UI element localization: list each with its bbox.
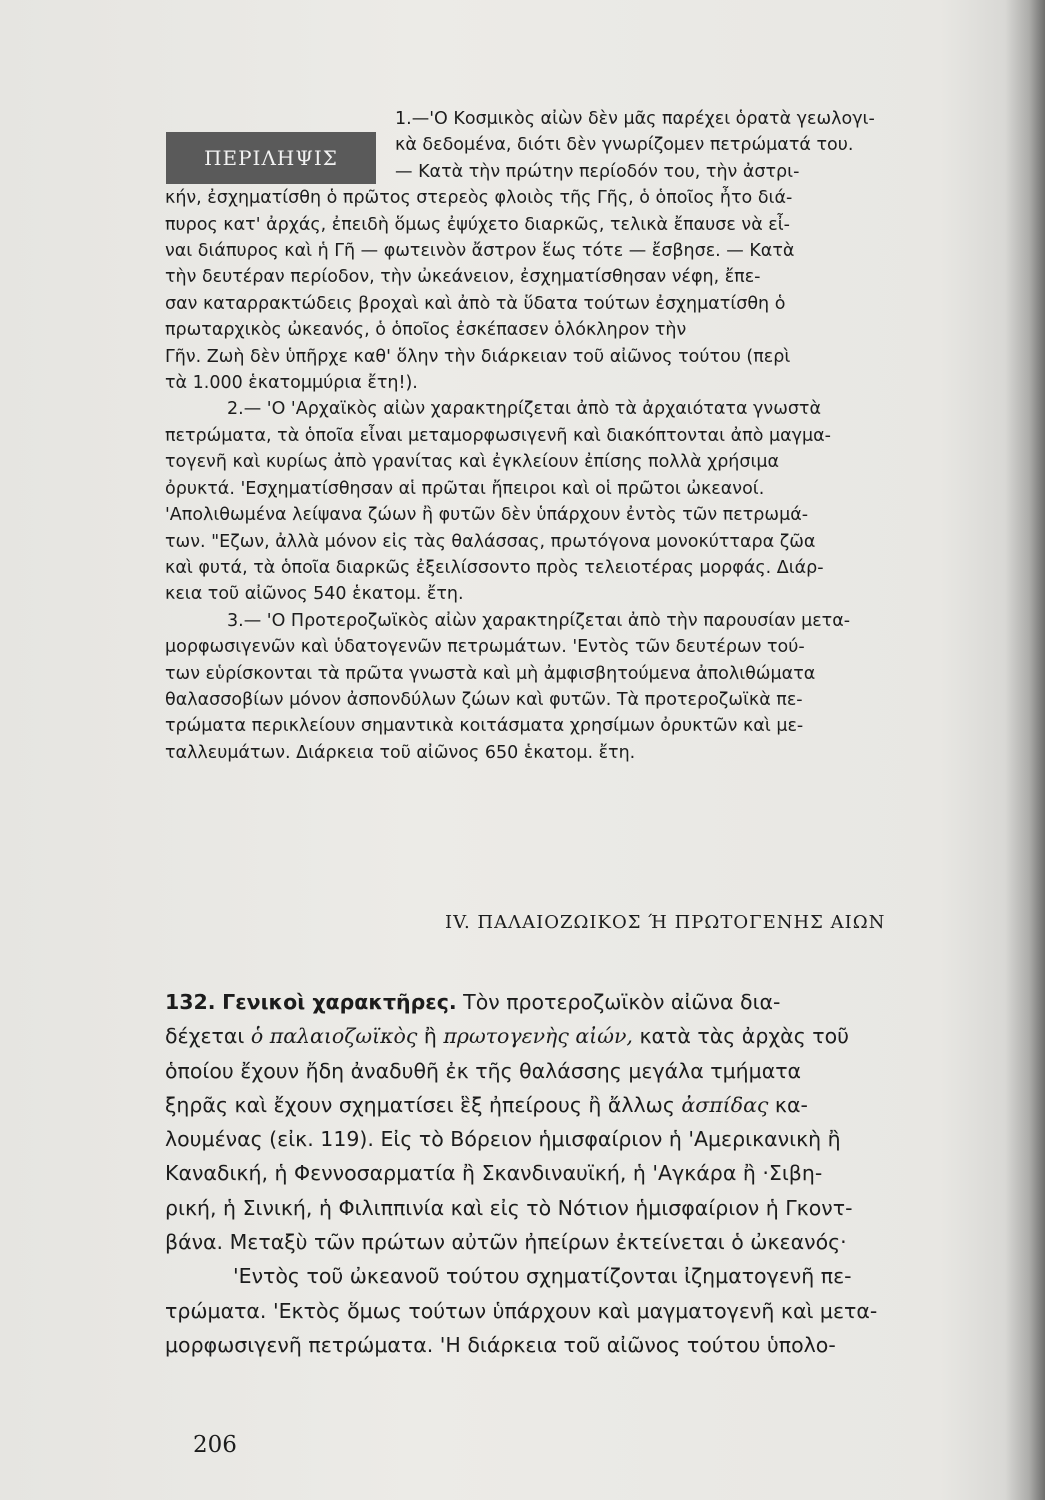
body-line: βάνα. Μεταξὺ τῶν πρώτων αὐτῶν ἠπείρων ἐκτείνεται ὁ ὠκεανός· <box>165 1230 847 1255</box>
summary-line: 1.—'Ο Κοσμικὸς αἰὼν δὲν μᾶς παρέχει ὁρατὰ γεωλογι- <box>395 109 875 129</box>
summary-line: καὶ φυτά, τὰ ὁποῖα διαρκῶς ἐξειλίσσοντο πρὸς τελειοτέρας μορφάς. Διάρ- <box>165 557 824 578</box>
body-line: Καναδική, ἡ Φεννοσαρματία ἢ Σκανδιναυϊκή, ἡ 'Αγκάρα ἢ ·Σιβη- <box>165 1161 823 1186</box>
summary-line: ναι διάπυρος καὶ ἡ Γῆ — φωτεινὸν ἄστρον ἕως τότε — ἔσβησε. — Κατὰ <box>165 241 795 262</box>
summary-line: πυρος κατ' ἀρχάς, ἐπειδὴ ὅμως ἐψύχετο διαρκῶς, τελικὰ ἔπαυσε νὰ εἶ- <box>165 214 790 235</box>
body-line: 132. Γενικοὶ χαρακτῆρες. Τὸν προτεροζωϊκὸν αἰῶνα δια- <box>165 990 781 1014</box>
summary-line: κήν, ἐσχηματίσθη ὁ πρῶτος στερεὸς φλοιὸς τῆς Γῆς, ὁ ὁποῖος ἦτο διά- <box>165 188 793 209</box>
summary-line: ταλλευμάτων. Διάρκεια τοῦ αἰῶνος 650 ἑκατομ. ἔτη. <box>165 742 636 763</box>
body-line: τρώματα. 'Εκτὸς ὅμως τούτων ὑπάρχουν καὶ μαγματογενῆ καὶ μετα- <box>165 1298 878 1323</box>
summary-line: 2.— 'Ο 'Αρχαϊκὸς αἰὼν χαρακτηρίζεται ἀπὸ τὰ ἀρχαιότατα γνωστὰ <box>227 399 822 420</box>
summary-line: σαν καταρρακτώδεις βροχαὶ καὶ ἀπὸ τὰ ὕδατα τούτων ἐσχηματίσθη ὁ <box>165 293 786 314</box>
body-line: λουμένας (εἰκ. 119). Εἰς τὸ Βόρειον ἡμισφαίριον ἡ 'Αμερικανικὴ ἢ <box>165 1127 841 1152</box>
summary-line: πετρώματα, τὰ ὁποῖα εἶναι μεταμορφωσιγενῆ καὶ διακόπτονται ἀπὸ μαγμα- <box>165 425 831 446</box>
summary-line: των. "Εζων, ἀλλὰ μόνον εἰς τὰς θαλάσσας, πρωτόγονα μονοκύτταρα ζῶα <box>165 531 816 552</box>
section-title: Γενικοὶ χαρακτῆρες. <box>222 990 457 1014</box>
section-number: 132. <box>165 990 216 1014</box>
summary-line: των εὑρίσκονται τὰ πρῶτα γνωστὰ καὶ μὴ ἀμφισβητούμενα ἀπολιθώματα <box>165 663 816 684</box>
binding-shadow <box>1005 0 1045 1500</box>
summary-line: θαλασσοβίων μόνον ἀσπονδύλων ζώων καὶ φυτῶν. Τὰ προτεροζωϊκὰ πε- <box>165 689 803 710</box>
summary-line: τρώματα περικλείουν σημαντικὰ κοιτάσματα χρησίμων ὀρυκτῶν καὶ με- <box>165 716 804 737</box>
body-line: δέχεται ὁ παλαιοζωϊκὸς ἢ πρωτογενὴς αἰών, κατὰ τὰς ἀρχὰς τοῦ <box>165 1024 849 1049</box>
summary-line: ὀρυκτά. 'Εσχηματίσθησαν αἱ πρῶται ἤπειροι καὶ οἱ πρῶτοι ὠκεανοί. <box>165 478 765 499</box>
summary-line: πρωταρχικὸς ὠκεανός, ὁ ὁποῖος ἐσκέπασεν ὁλόκληρον τὴν <box>165 320 687 341</box>
summary-line: κὰ δεδομένα, διότι δὲν γνωρίζομεν πετρώματά του. <box>395 135 854 156</box>
body-line: ρική, ἡ Σινική, ἡ Φιλιππινία καὶ εἰς τὸ Νότιον ἡμισφαίριον ἡ Γκοντ- <box>165 1195 853 1220</box>
summary-line: κεια τοῦ αἰῶνος 540 ἑκατομ. ἔτη. <box>165 584 464 605</box>
summary-line: τὰ 1.000 ἑκατομμύρια ἔτη!). <box>165 373 418 394</box>
body-line: ὁποίου ἔχουν ἤδη ἀναδυθῆ ἐκ τῆς θαλάσσης μεγάλα τμήματα <box>165 1058 802 1083</box>
summary-line: μορφωσιγενῶν καὶ ὑδατογενῶν πετρωμάτων. 'Εντὸς τῶν δευτέρων τού- <box>165 637 805 658</box>
summary-line: τογενῆ καὶ κυρίως ἀπὸ γρανίτας καὶ ἐγκλείουν ἐπίσης πολλὰ χρήσιμα <box>165 452 780 473</box>
summary-line: 3.— 'Ο Προτεροζωϊκὸς αἰὼν χαρακτηρίζεται ἀπὸ τὴν παρουσίαν μετα- <box>227 610 851 631</box>
summary-block <box>165 106 975 766</box>
summary-line: τὴν δευτέραν περίοδον, τὴν ὠκεάνειον, ἐσχηματίσθησαν νέφη, ἔπε- <box>165 267 761 288</box>
summary-line: 'Απολιθωμένα λείψανα ζώων ἢ φυτῶν δὲν ὑπάρχουν ἐντὸς τῶν πετρωμά- <box>165 505 809 526</box>
summary-label: ΠΕΡΙΛΗΨΙΣ <box>166 132 376 184</box>
body-line: 'Εντὸς τοῦ ὠκεανοῦ τούτου σχηματίζονται ἰζηματογενῆ πε- <box>233 1264 852 1289</box>
summary-line: Γῆν. Ζωὴ δὲν ὑπῆρχε καθ' ὅλην τὴν διάρκειαν τοῦ αἰῶνος τούτου (περὶ <box>165 346 791 367</box>
summary-line: — Κατὰ τὴν πρώτην περίοδόν του, τὴν ἀστρι- <box>395 161 800 182</box>
page-number: 206 <box>193 1432 237 1458</box>
body-line: ξηρᾶς καὶ ἔχουν σχηματίσει ἓξ ἠπείρους ἢ ἄλλως ἀσπίδας κα- <box>165 1092 808 1117</box>
body-line: μορφωσιγενῆ πετρώματα. 'Η διάρκεια τοῦ αἰῶνος τούτου ὑπολο- <box>165 1332 836 1357</box>
section-heading: IV. ΠΑΛΑΙΟΖΩΙΚΟΣ Ή ΠΡΩΤΟΓΕΝΗΣ ΑΙΩΝ <box>445 912 886 933</box>
body-block <box>165 985 983 1362</box>
